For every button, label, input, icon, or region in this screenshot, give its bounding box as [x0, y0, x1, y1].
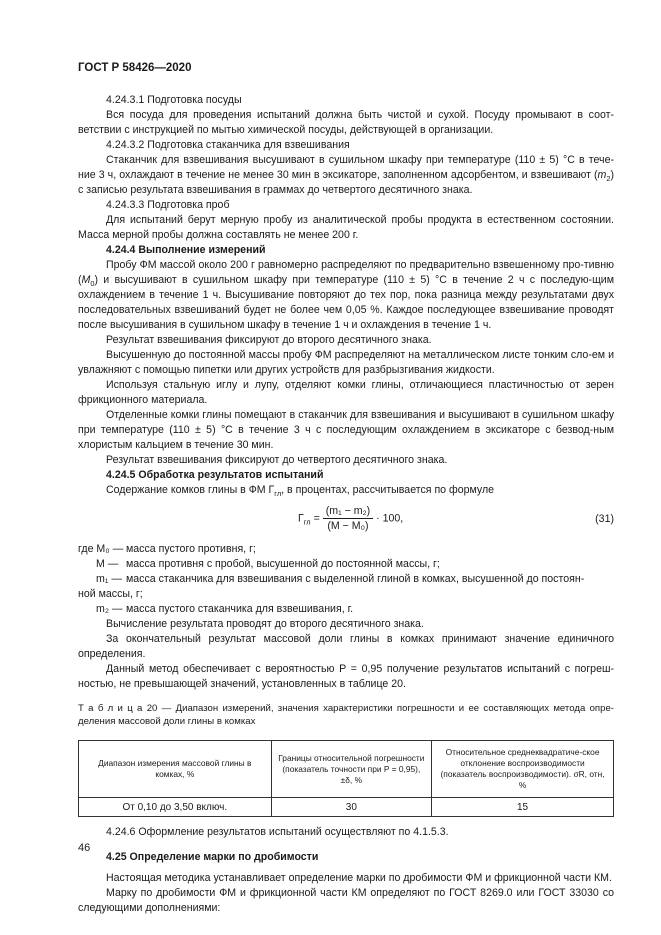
- table-header-row: [79, 741, 614, 798]
- symbol-sub: 0: [90, 279, 95, 289]
- definition-symbol: где M₀ —: [78, 543, 124, 555]
- definition-symbol: M —: [96, 558, 119, 570]
- symbol-sub: гл: [274, 489, 282, 499]
- section-4-25-p1: Настоящая методика устанавливает определение марки по дробимости ФМ и фрикционной части КМ.: [106, 872, 612, 884]
- page-number: 46: [78, 842, 91, 854]
- section-4-24-5-title: 4.24.5 Обработка результатов испытаний: [106, 469, 324, 481]
- definition-item: [78, 557, 614, 572]
- symbol: M: [81, 274, 91, 286]
- definition-text: масса стаканчика для взвешивания с выделенной глиной в комках, высушенной до постоян-: [126, 573, 585, 585]
- table-cell: От 0,10 до 3,50 включ.: [79, 798, 272, 817]
- formula-tail: · 100,: [376, 512, 404, 525]
- section-4-24-6: 4.24.6 Оформление результатов испытаний осуществляют по 4.1.5.3.: [106, 826, 449, 838]
- formula-31: [78, 500, 614, 540]
- section-4-24-3-3-text: Для испытаний берут мерную пробу из аналитической пробы продукта в естественном состоянии. Масса мерной пробы должна составлять не менее 200 г.: [78, 214, 614, 241]
- definition-text: масса пустого противня, г;: [126, 543, 256, 555]
- definition-symbol: m₁ —: [96, 573, 122, 585]
- definition-symbol: m₂ —: [96, 603, 123, 615]
- text-part: ) с записью результата взвешивания в граммах до четвертого десятичного знака.: [78, 169, 614, 196]
- definition-item: [78, 602, 614, 617]
- section-4-24-3-2-title: 4.24.3.2 Подготовка стаканчика для взвешивания: [106, 139, 350, 151]
- section-4-24-4-p2: Результат взвешивания фиксируют до второго десятичного знака.: [106, 334, 432, 346]
- table-cell: 30: [271, 798, 432, 817]
- section-4-24-4-title: 4.24.4 Выполнение измерений: [106, 244, 266, 256]
- formula-denominator: (M − M₀): [327, 520, 369, 532]
- definition-text: масса противня с пробой, высушенной до постоянной массы, г;: [126, 558, 440, 570]
- section-4-24-4-p1: [78, 258, 614, 333]
- symbol: m: [597, 169, 607, 181]
- section-4-25-title: 4.25 Определение марки по дробимости: [106, 851, 319, 863]
- section-4-24-3-3-title: 4.24.3.3 Подготовка проб: [106, 199, 230, 211]
- symbol-sub: 2: [606, 174, 611, 184]
- section-4-24-5-p3: За окончательный результат массовой доли глины в комках принимают значение единичного определения.: [78, 633, 614, 660]
- document-header: ГОСТ Р 58426—2020: [78, 62, 192, 74]
- formula-number: (31): [595, 513, 614, 525]
- section-4-25-p2: Марку по дробимости ФМ и фрикционной части КМ определяют по ГОСТ 8269.0 или ГОСТ 33030 со следующими дополнениями:: [78, 887, 614, 914]
- table-header-cell: Относительное среднеквадратиче-ское отклонение воспроизводимости (показатель воспроизводимости). σR, отн, %: [432, 741, 614, 798]
- text-part: ) и высушивают в сушильном шкафу при температуре (110 ± 5) °С в течение 2 ч с последую-щим охлаждением в течение 1 ч. Высушивание повторяют до тех пор, пока разница между результатами двух последовательных взвешиваний будет не более чем 0,05 %. Каждое последующее взвешивание проводят после высушивания в сушильном шкафу в течение 1 ч и охлаждения в течение 1 ч.: [78, 274, 614, 331]
- section-4-24-5-p1: [78, 483, 614, 498]
- section-4-24-3-1-title: 4.24.3.1 Подготовка посуды: [106, 94, 242, 106]
- section-4-24-4-p6: Результат взвешивания фиксируют до четвертого десятичного знака.: [106, 454, 448, 466]
- definitions-list: [78, 542, 614, 617]
- page-content: [78, 93, 614, 916]
- section-4-24-4-p4: Используя стальную иглу и лупу, отделяют комки глины, отличающиеся пластичностью от зерен фрикционного материала.: [78, 379, 614, 406]
- section-4-24-3-2-text: [78, 153, 614, 198]
- text-part: , в процентах, рассчитывается по формуле: [281, 484, 495, 496]
- section-4-24-5-p2: Вычисление результата проводят до второго десятичного знака.: [106, 618, 424, 630]
- definition-text: масса пустого стаканчика для взвешивания, г.: [126, 603, 354, 615]
- section-4-24-4-p5: Отделенные комки глины помещают в стаканчик для взвешивания и высушивают в сушильном шкафу при температуре (110 ± 5) °С в течение 3 ч с последующим охлаждением в эксикаторе с безвод-ным хлористым кальцием в течение 30 мин.: [78, 409, 614, 451]
- table-header-cell: Границы относительной погрешности (показатель точности при P = 0,95), ±δ, %: [271, 741, 432, 798]
- table-20: [78, 740, 614, 817]
- formula-expression: [298, 504, 403, 533]
- table-caption: Т а б л и ц а 20 — Диапазон измерений, значения характеристики погрешности и ее составляющих метода опре-деления массовой доли глины в комках: [78, 703, 614, 727]
- section-4-24-4-p3: Высушенную до постоянной массы пробу ФМ распределяют на металлическом листе тонким сло-ем и увлажняют с помощью пипетки или других устройств для разбрызгивания жидкости.: [78, 349, 614, 376]
- table-cell: 15: [432, 798, 614, 817]
- formula-numerator: (m₁ − m₂): [323, 504, 373, 519]
- definition-continuation: ной массы, г;: [78, 588, 143, 600]
- formula-lhs-sub: гл: [303, 517, 311, 527]
- text-part: Пробу ФМ массой около 200 г равномерно распределяют по предварительно взвешенному про-тивню (: [78, 259, 614, 286]
- formula-eq: =: [313, 512, 320, 525]
- table-header-cell: Диапазон измерения массовой глины в комках, %: [79, 741, 272, 798]
- text-part: Стаканчик для взвешивания высушивают в сушильном шкафу при температуре (110 ± 5) °С в тече-ние 3 ч, охлаждают в течение не менее 30 мин в эксикаторе, заполненном адсорбентом, и взвешивают (: [78, 154, 614, 181]
- section-4-24-3-1-text: Вся посуда для проведения испытаний должна быть чистой и сухой. Посуду промывают в соот-ветствии с инструкцией по мытью химической посуды, действующей в организации.: [78, 109, 614, 136]
- definition-item: [78, 542, 614, 557]
- section-4-24-5-p4: Данный метод обеспечивает с вероятностью P = 0,95 получение результатов испытаний с погреш-ностью, не превышающей значений, установленных в таблице 20.: [78, 663, 614, 690]
- text-part: Содержание комков глины в ФМ Г: [106, 484, 275, 496]
- formula-lhs: Г: [298, 512, 304, 525]
- definition-item: [78, 572, 614, 587]
- formula-fraction: [323, 504, 373, 533]
- table-row: [79, 798, 614, 817]
